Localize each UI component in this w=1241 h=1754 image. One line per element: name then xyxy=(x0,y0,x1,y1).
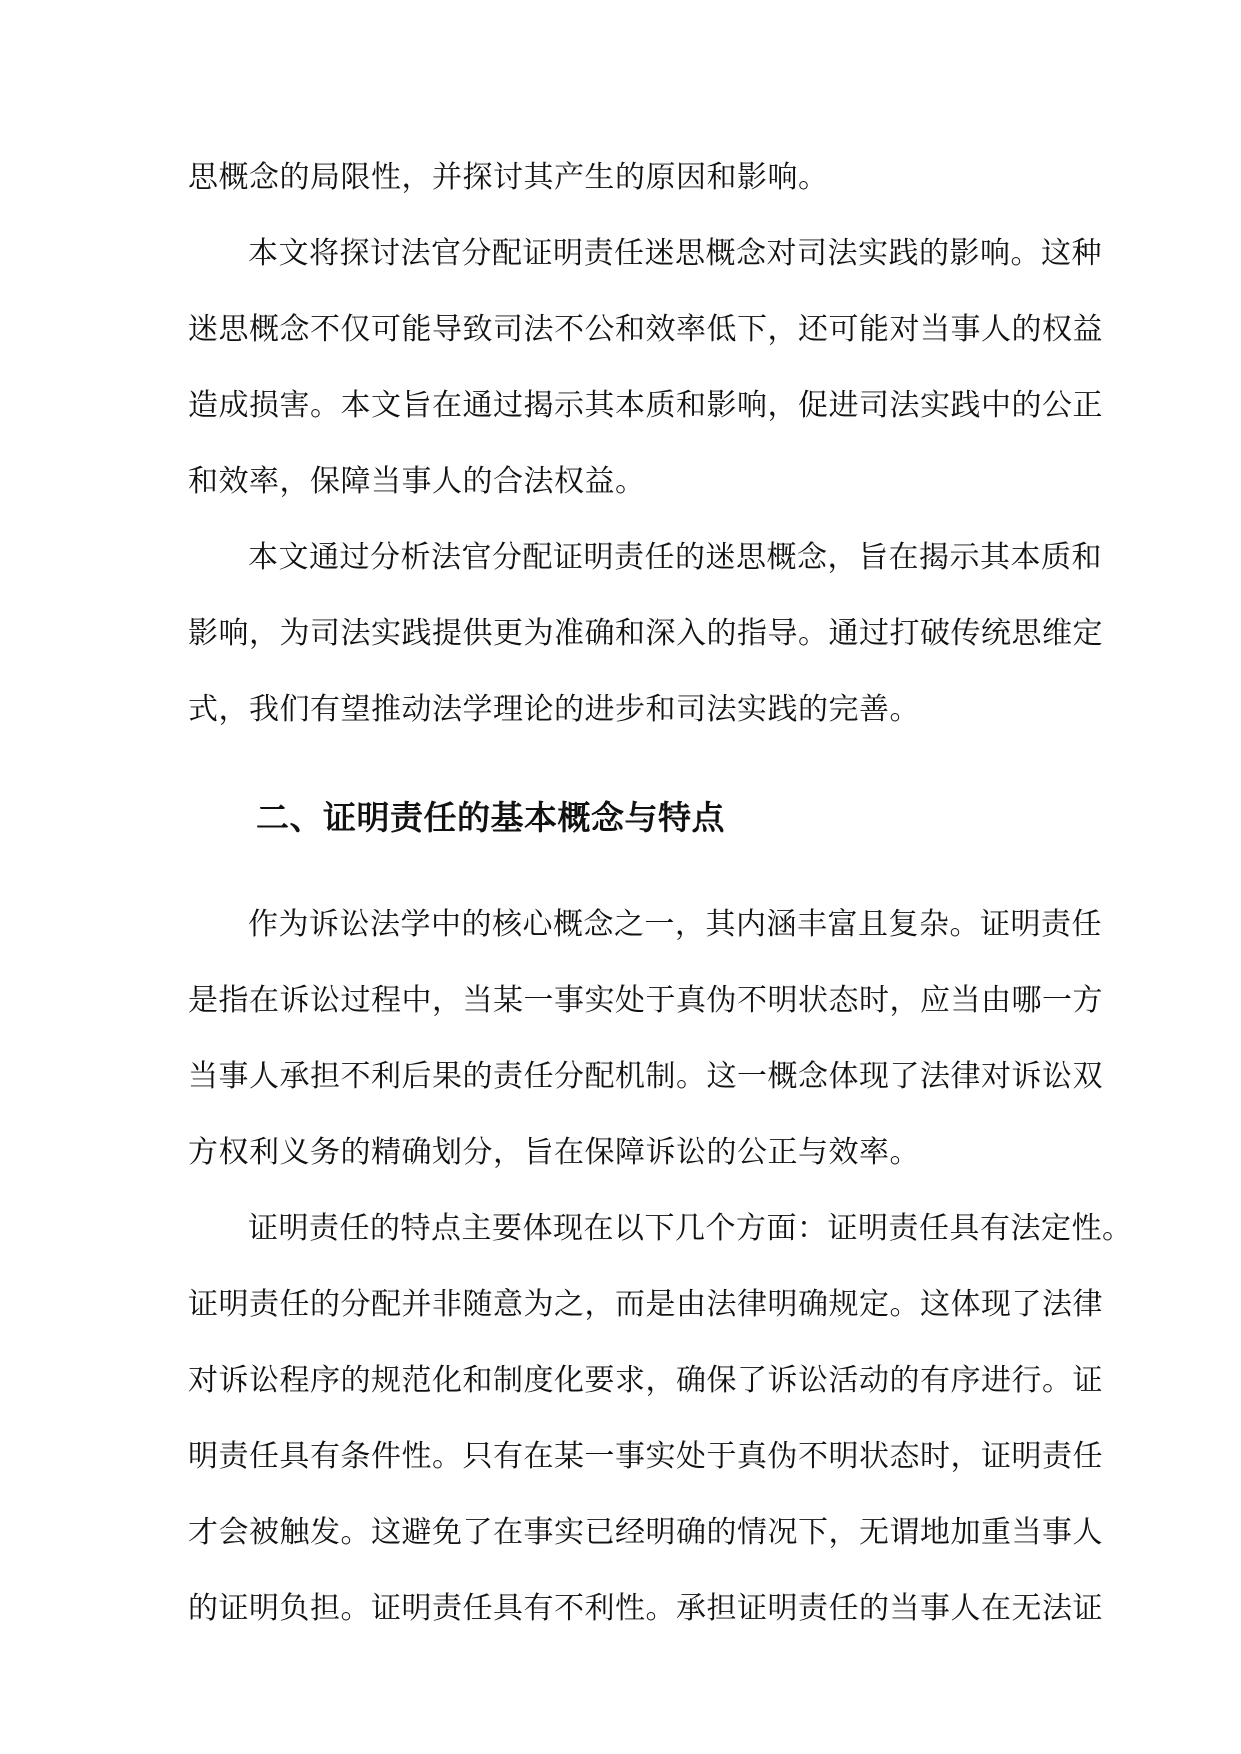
text-line: 式，我们有望推动法学理论的进步和司法实践的完善。 xyxy=(188,692,920,727)
document-page xyxy=(188,140,1133,1647)
text-line: 证明责任的特点主要体现在以下几个方面：证明责任具有法定性。 xyxy=(248,1211,1133,1247)
text-line: 思概念的局限性，并探讨其产生的原因和影响。 xyxy=(188,160,829,195)
paragraph-4 xyxy=(188,887,1103,1191)
text-line: 本文将探讨法官分配证明责任迷思概念对司法实践的影响。这种 xyxy=(248,236,1102,271)
text-line: 明责任具有条件性。只有在某一事实处于真伪不明状态时，证明责任 xyxy=(188,1439,1103,1475)
section-heading: 二、证明责任的基本概念与特点 xyxy=(256,798,725,837)
text-line: 方权利义务的精确划分，旨在保障诉讼的公正与效率。 xyxy=(188,1135,920,1171)
text-line: 造成损害。本文旨在通过揭示其本质和影响，促进司法实践中的公正 xyxy=(188,388,1103,423)
text-line: 和效率，保障当事人的合法权益。 xyxy=(188,464,646,499)
text-line: 的证明负担。证明责任具有不利性。承担证明责任的当事人在无法证 xyxy=(188,1591,1103,1627)
paragraph-1 xyxy=(188,140,1053,216)
text-line: 影响，为司法实践提供更为准确和深入的指导。通过打破传统思维定 xyxy=(188,616,1103,651)
text-line: 迷思概念不仅可能导致司法不公和效率低下，还可能对当事人的权益 xyxy=(188,312,1103,347)
text-line: 本文通过分析法官分配证明责任的迷思概念，旨在揭示其本质和 xyxy=(248,540,1102,575)
text-line: 才会被触发。这避免了在事实已经明确的情况下，无谓地加重当事人 xyxy=(188,1515,1103,1551)
text-line: 对诉讼程序的规范化和制度化要求，确保了诉讼活动的有序进行。证 xyxy=(188,1363,1103,1399)
text-line: 是指在诉讼过程中，当某一事实处于真伪不明状态时，应当由哪一方 xyxy=(188,983,1103,1019)
paragraph-2 xyxy=(188,216,1103,520)
text-line: 当事人承担不利后果的责任分配机制。这一概念体现了法律对诉讼双 xyxy=(188,1059,1103,1095)
paragraph-5 xyxy=(188,1191,1133,1647)
text-line: 作为诉讼法学中的核心概念之一，其内涵丰富且复杂。证明责任 xyxy=(248,907,1102,943)
text-line: 证明责任的分配并非随意为之，而是由法律明确规定。这体现了法律 xyxy=(188,1287,1103,1323)
paragraph-3 xyxy=(188,520,1103,748)
